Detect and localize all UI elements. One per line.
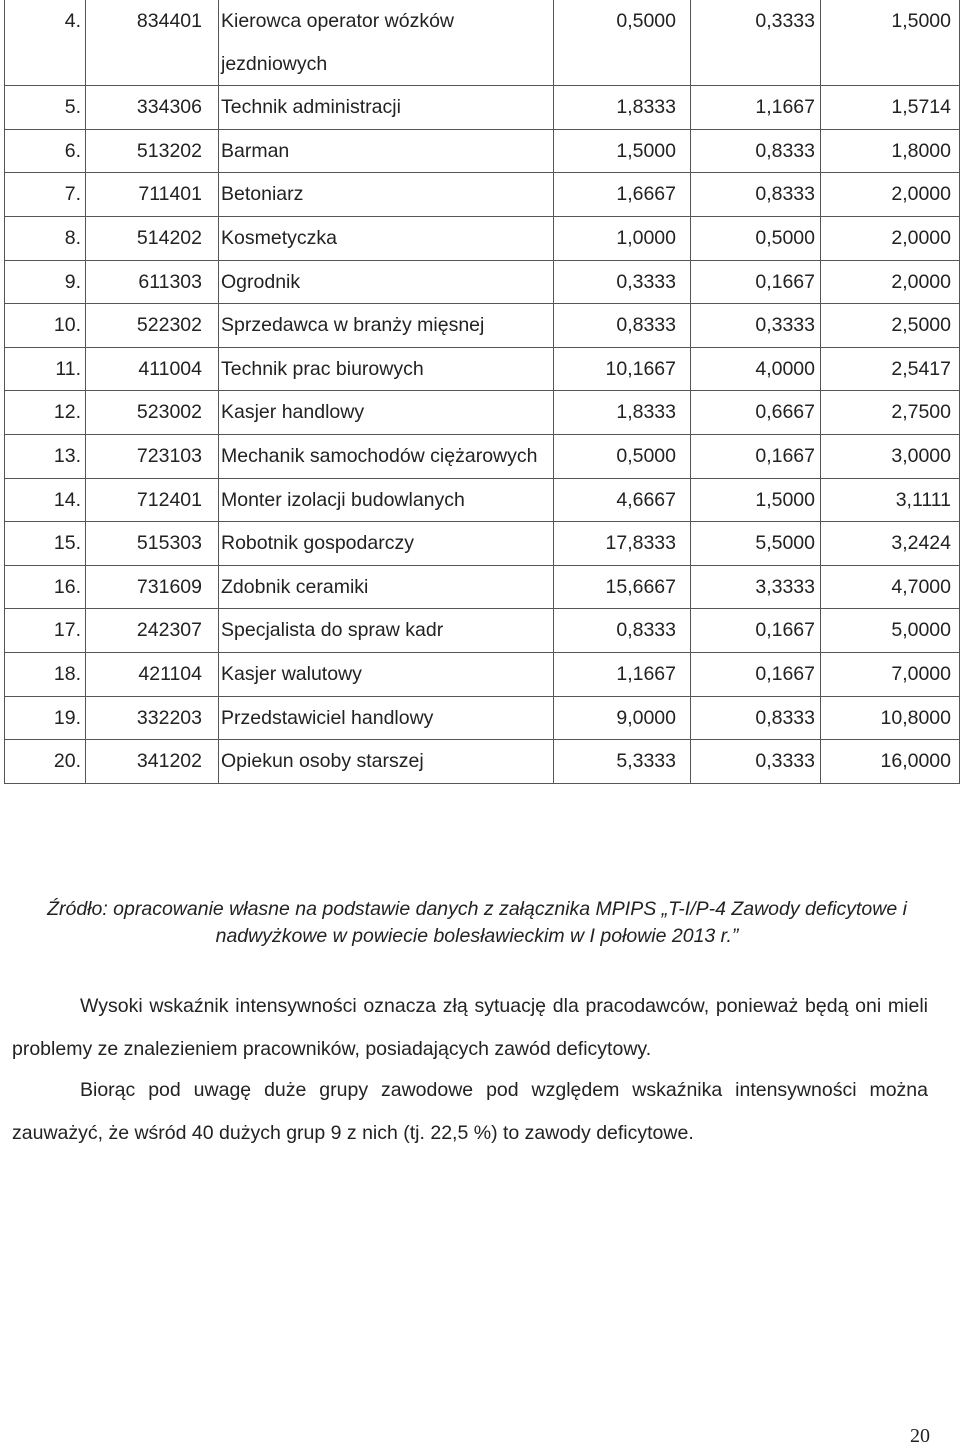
intensity-index-cell: 3,0000	[821, 434, 960, 478]
row-number-cell: 8.	[5, 216, 86, 260]
value-1-cell: 0,5000	[554, 0, 691, 86]
occupation-name-cell: Kierowca operator wózków jezdniowych	[219, 0, 554, 86]
intensity-index-cell: 16,0000	[821, 740, 960, 784]
row-number-cell: 6.	[5, 129, 86, 173]
intensity-index-cell: 2,0000	[821, 173, 960, 217]
occupation-name-cell: Betoniarz	[219, 173, 554, 217]
value-2-cell: 0,8333	[691, 696, 821, 740]
occupation-name-cell: Sprzedawca w branży mięsnej	[219, 304, 554, 348]
table-row	[5, 260, 960, 304]
value-1-cell: 0,3333	[554, 260, 691, 304]
table-row	[5, 216, 960, 260]
intensity-index-cell: 1,5000	[821, 0, 960, 86]
intensity-index-cell: 7,0000	[821, 652, 960, 696]
occupation-code-cell: 523002	[86, 391, 219, 435]
row-number-cell: 5.	[5, 86, 86, 130]
row-number-cell: 18.	[5, 652, 86, 696]
occupation-code-cell: 611303	[86, 260, 219, 304]
value-1-cell: 4,6667	[554, 478, 691, 522]
value-2-cell: 0,3333	[691, 740, 821, 784]
row-number-cell: 19.	[5, 696, 86, 740]
value-2-cell: 0,8333	[691, 173, 821, 217]
value-1-cell: 1,0000	[554, 216, 691, 260]
occupation-code-cell: 242307	[86, 609, 219, 653]
source-note: Źródło: opracowanie własne na podstawie danych z załącznika MPIPS „T-I/P-4 Zawody deficytowe i nadwyżkowe w powiecie bolesławieckim w I połowie 2013 r.”	[47, 898, 907, 947]
row-number-cell: 12.	[5, 391, 86, 435]
intensity-index-cell: 2,7500	[821, 391, 960, 435]
value-2-cell: 5,5000	[691, 522, 821, 566]
occupation-code-cell: 341202	[86, 740, 219, 784]
intensity-index-cell: 4,7000	[821, 565, 960, 609]
value-1-cell: 1,1667	[554, 652, 691, 696]
table-row	[5, 696, 960, 740]
row-number-cell: 17.	[5, 609, 86, 653]
table-row	[5, 391, 960, 435]
value-2-cell: 0,3333	[691, 304, 821, 348]
table-row	[5, 347, 960, 391]
occupation-name-cell: Monter izolacji budowlanych	[219, 478, 554, 522]
occupation-name-cell: Zdobnik ceramiki	[219, 565, 554, 609]
value-2-cell: 0,8333	[691, 129, 821, 173]
value-1-cell: 1,6667	[554, 173, 691, 217]
table-row	[5, 173, 960, 217]
intensity-index-cell: 1,8000	[821, 129, 960, 173]
value-2-cell: 0,5000	[691, 216, 821, 260]
paragraph	[12, 985, 928, 1070]
table-row	[5, 86, 960, 130]
intensity-index-cell: 3,2424	[821, 522, 960, 566]
intensity-index-cell: 3,1111	[821, 478, 960, 522]
intensity-index-cell: 2,5000	[821, 304, 960, 348]
occupation-name-cell: Ogrodnik	[219, 260, 554, 304]
table-row	[5, 129, 960, 173]
value-1-cell: 5,3333	[554, 740, 691, 784]
table-row	[5, 565, 960, 609]
value-2-cell: 4,0000	[691, 347, 821, 391]
table-row	[5, 478, 960, 522]
intensity-index-cell: 1,5714	[821, 86, 960, 130]
occupation-code-cell: 731609	[86, 565, 219, 609]
occupation-name-cell: Robotnik gospodarczy	[219, 522, 554, 566]
table-row	[5, 434, 960, 478]
intensity-index-cell: 2,0000	[821, 260, 960, 304]
value-2-cell: 0,3333	[691, 0, 821, 86]
occupation-code-cell: 411004	[86, 347, 219, 391]
row-number-cell: 4.	[5, 0, 86, 86]
row-number-cell: 13.	[5, 434, 86, 478]
row-number-cell: 14.	[5, 478, 86, 522]
occupation-code-cell: 711401	[86, 173, 219, 217]
paragraph	[12, 1069, 928, 1154]
row-number-cell: 16.	[5, 565, 86, 609]
table-row	[5, 609, 960, 653]
table-body	[5, 0, 960, 783]
intensity-index-cell: 2,5417	[821, 347, 960, 391]
occupation-code-cell: 723103	[86, 434, 219, 478]
value-1-cell: 0,8333	[554, 304, 691, 348]
occupations-table	[4, 0, 960, 784]
occupation-code-cell: 515303	[86, 522, 219, 566]
row-number-cell: 20.	[5, 740, 86, 784]
table-row	[5, 740, 960, 784]
page-number: 20	[910, 1425, 930, 1447]
table-row	[5, 522, 960, 566]
row-number-cell: 11.	[5, 347, 86, 391]
occupation-name-cell: Barman	[219, 129, 554, 173]
occupation-name-cell: Kosmetyczka	[219, 216, 554, 260]
paragraph-text: Wysoki wskaźnik intensywności oznacza złą sytuację dla pracodawców, ponieważ będą oni mieli problemy ze znalezieniem pracowników, posiadających zawód deficytowy.	[12, 995, 928, 1060]
table-row	[5, 304, 960, 348]
value-1-cell: 0,8333	[554, 609, 691, 653]
value-2-cell: 1,5000	[691, 478, 821, 522]
occupation-code-cell: 834401	[86, 0, 219, 86]
row-number-cell: 15.	[5, 522, 86, 566]
value-2-cell: 3,3333	[691, 565, 821, 609]
value-1-cell: 1,8333	[554, 86, 691, 130]
value-2-cell: 0,6667	[691, 391, 821, 435]
row-number-cell: 7.	[5, 173, 86, 217]
occupation-name-cell: Kasjer handlowy	[219, 391, 554, 435]
occupation-name-cell: Przedstawiciel handlowy	[219, 696, 554, 740]
value-1-cell: 10,1667	[554, 347, 691, 391]
row-number-cell: 9.	[5, 260, 86, 304]
occupation-code-cell: 712401	[86, 478, 219, 522]
occupation-name-cell: Technik administracji	[219, 86, 554, 130]
table-row	[5, 0, 960, 86]
occupation-code-cell: 522302	[86, 304, 219, 348]
intensity-index-cell: 10,8000	[821, 696, 960, 740]
value-1-cell: 0,5000	[554, 434, 691, 478]
occupation-code-cell: 332203	[86, 696, 219, 740]
occupation-name-cell: Technik prac biurowych	[219, 347, 554, 391]
value-2-cell: 0,1667	[691, 609, 821, 653]
row-number-cell: 10.	[5, 304, 86, 348]
table-row	[5, 652, 960, 696]
occupation-name-cell: Opiekun osoby starszej	[219, 740, 554, 784]
occupation-code-cell: 514202	[86, 216, 219, 260]
value-1-cell: 9,0000	[554, 696, 691, 740]
value-1-cell: 15,6667	[554, 565, 691, 609]
occupation-name-cell: Mechanik samochodów ciężarowych	[219, 434, 554, 478]
intensity-index-cell: 5,0000	[821, 609, 960, 653]
value-1-cell: 1,5000	[554, 129, 691, 173]
intensity-index-cell: 2,0000	[821, 216, 960, 260]
value-2-cell: 0,1667	[691, 434, 821, 478]
value-1-cell: 1,8333	[554, 391, 691, 435]
value-1-cell: 17,8333	[554, 522, 691, 566]
value-2-cell: 0,1667	[691, 260, 821, 304]
value-2-cell: 0,1667	[691, 652, 821, 696]
occupation-code-cell: 513202	[86, 129, 219, 173]
paragraph-text: Biorąc pod uwagę duże grupy zawodowe pod względem wskaźnika intensywności można zauważyć, że wśród 40 dużych grup 9 z nich (tj. 22,5 %) to zawody deficytowe.	[12, 1079, 928, 1144]
occupation-name-cell: Specjalista do spraw kadr	[219, 609, 554, 653]
occupation-name-cell: Kasjer walutowy	[219, 652, 554, 696]
value-2-cell: 1,1667	[691, 86, 821, 130]
occupation-code-cell: 334306	[86, 86, 219, 130]
occupation-code-cell: 421104	[86, 652, 219, 696]
